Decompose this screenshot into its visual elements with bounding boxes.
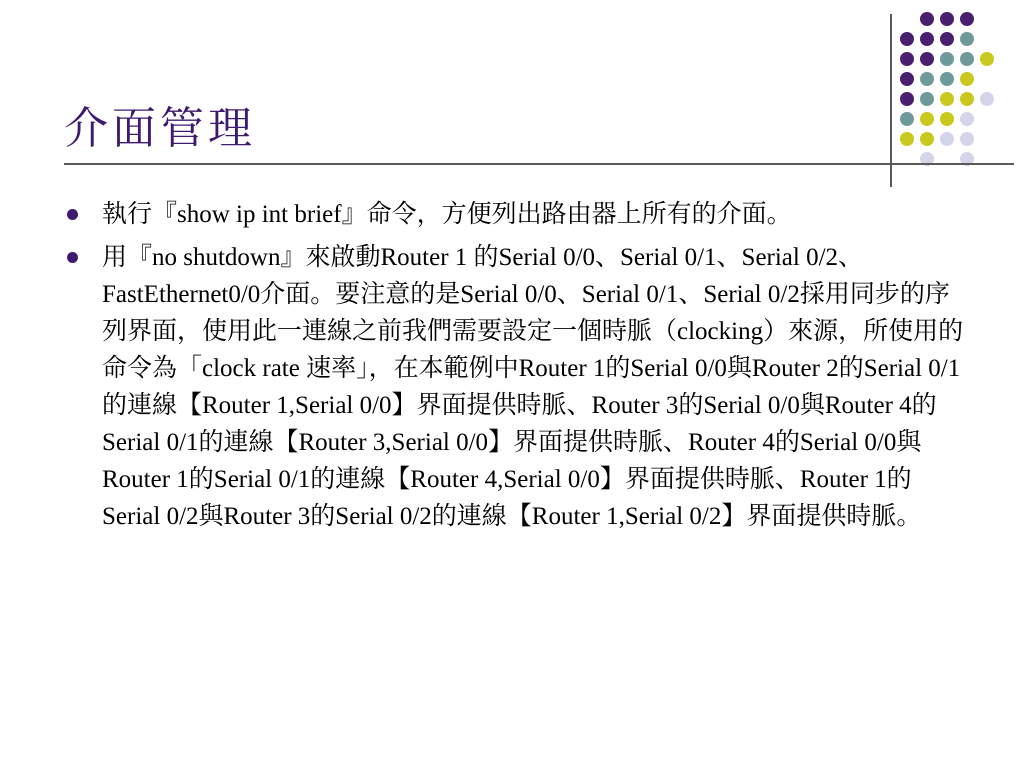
- decorative-dot: [900, 132, 914, 146]
- slide-body: [64, 196, 964, 541]
- bullet-dot-icon: [67, 252, 78, 263]
- decorative-dot: [900, 112, 914, 126]
- decorative-dot: [920, 32, 934, 46]
- decorative-dot: [960, 112, 974, 126]
- decorative-dot: [920, 92, 934, 106]
- decorative-dot-grid: [900, 12, 1020, 172]
- decorative-dot: [960, 132, 974, 146]
- bullet-item: [64, 196, 964, 233]
- vertical-divider: [890, 14, 892, 187]
- decorative-dot: [940, 52, 954, 66]
- decorative-dot: [940, 92, 954, 106]
- decorative-dot: [980, 92, 994, 106]
- decorative-dot: [980, 52, 994, 66]
- decorative-dot: [940, 12, 954, 26]
- decorative-dot: [960, 32, 974, 46]
- decorative-dot: [920, 112, 934, 126]
- decorative-dot: [940, 132, 954, 146]
- decorative-dot: [940, 72, 954, 86]
- decorative-dot: [960, 12, 974, 26]
- decorative-dot: [900, 52, 914, 66]
- decorative-dot: [920, 12, 934, 26]
- decorative-dot: [920, 52, 934, 66]
- bullet-item: [64, 239, 964, 535]
- bullet-list: [64, 196, 964, 535]
- horizontal-divider: [64, 163, 1014, 165]
- decorative-dot: [940, 112, 954, 126]
- slide-title: 介面管理: [64, 103, 256, 154]
- decorative-dot: [900, 72, 914, 86]
- bullet-text: 用『no shutdown』來啟動Router 1 的Serial 0/0、Serial 0/1、Serial 0/2、FastEthernet0/0介面。要注意的是Serial 0/0、Serial 0/1、Serial 0/2採用同步的序列界面，使用此一連線之前我們需要設定一個時脈（clocking）來源，所使用的命令為「clock rate 速率」，在本範例中Router 1的Serial 0/0與Router 2的Serial 0/1的連線【Router 1,Serial 0/0】界面提供時脈、Router 3的Serial 0/0與Router 4的Serial 0/1的連線【Router 3,Serial 0/0】界面提供時脈、Router 4的Serial 0/0與Router 1的Serial 0/1的連線【Router 4,Serial 0/0】界面提供時脈、Router 1的Serial 0/2與Router 3的Serial 0/2的連線【Router 1,Serial 0/2】界面提供時脈。: [102, 244, 964, 530]
- decorative-dot: [960, 92, 974, 106]
- decorative-dot: [920, 132, 934, 146]
- bullet-text: 執行『show ip int brief』命令，方便列出路由器上所有的介面。: [102, 201, 792, 228]
- decorative-dot: [900, 32, 914, 46]
- bullet-dot-icon: [67, 209, 78, 220]
- decorative-dot: [920, 72, 934, 86]
- decorative-dot: [900, 92, 914, 106]
- decorative-dot: [960, 52, 974, 66]
- decorative-dot: [960, 72, 974, 86]
- decorative-dot: [940, 32, 954, 46]
